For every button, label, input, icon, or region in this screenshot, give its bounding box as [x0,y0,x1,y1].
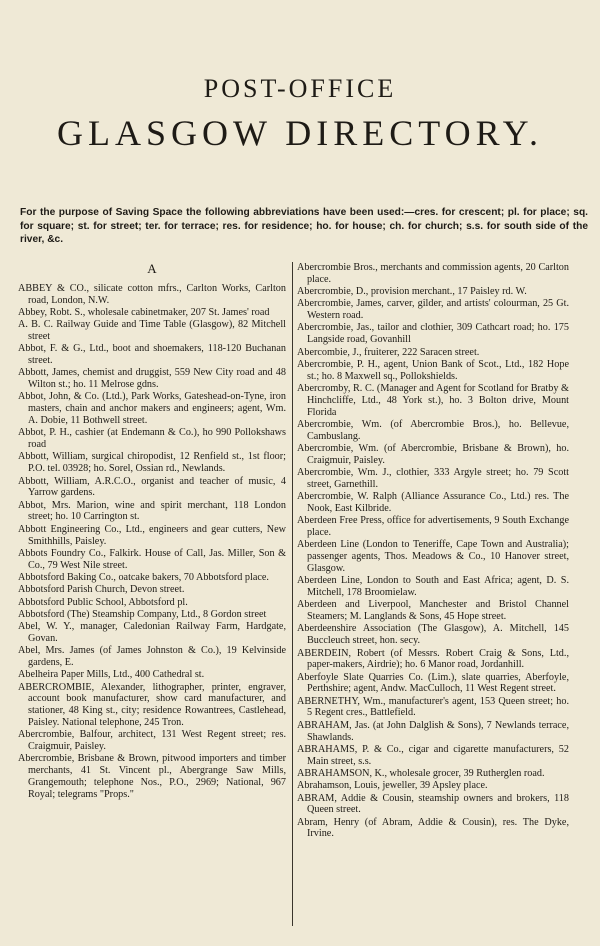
directory-entry: Abercrombie, Wm. (of Abercrombie Bros.), ho. Bellevue, Cambuslang. [297,418,569,442]
left-entries-list [18,283,286,801]
directory-entry: Abercrombie, Jas., tailor and clothier, 309 Cathcart road; ho. 175 Langside road, Govanhill [297,322,569,346]
page-title-line2: GLASGOW DIRECTORY. [56,113,544,153]
directory-entry: ABRAHAMS, P. & Co., cigar and cigarette manufacturers, 52 Main street, s.s. [297,743,569,767]
directory-entry: Abelheira Paper Mills, Ltd., 400 Cathedral st. [18,669,205,681]
directory-entry: Abbott, William, surgical chiropodist, 12 Renfield st., 1st floor; P.O. tel. 03928; ho. Sorel, Ossian rd., Newlands. [18,451,286,475]
directory-entry: ABERNETHY, Wm., manufacturer's agent, 153 Queen street; ho. 5 Regent cres., Battlefield. [297,695,569,719]
directory-entry: Abercrombie, W. Ralph (Alliance Assurance Co., Ltd.) res. The Nook, East Kilbride. [297,491,569,514]
directory-entry: ABBEY & CO., silicate cotton mfrs., Carlton Works, Carlton road, London, N.W. [18,282,286,306]
directory-entry: Abercrombie, Wm. J., clothier, 333 Argyle street; ho. 79 Scott street, Garnethill. [297,467,569,490]
directory-entry: Aberdeen and Liverpool, Manchester and Bristol Channel Steamers; M. Langlands & Sons, 45 Hope street. [297,599,569,623]
directory-entry: Abbot, Mrs. Marion, wine and spirit merchant, 118 London street; ho. 10 Carrington st. [18,499,286,523]
directory-entry: Abercrombie, James, carver, gilder, and artists' colourman, 25 Gt. Western road. [297,298,569,322]
directory-entry: Abbey, Robt. S., wholesale cabinetmaker, 207 St. James' road [18,306,270,318]
directory-entry: ABERDEIN, Robert (of Messrs. Robert Craig & Sons, Ltd., paper-makers, Airdrie); ho. 6 Manor road, Jordanhill. [297,647,569,671]
directory-entry: Aberdeenshire Association (The Glasgow), A. Mitchell, 145 Buccleuch street, hon. secy. [297,623,569,647]
directory-entry: Abbott, James, chemist and druggist, 559 New City road and 48 Wilton st.; ho. 11 Melrose gdns. [18,367,286,391]
directory-entry: Abbott Engineering Co., Ltd., engineers and gear cutters, New Smithhills, Paisley. [18,523,286,547]
directory-entry: ABERCROMBIE, Alexander, lithographer, printer, engraver, account book manufacturer, show card manufacturer, and stationer, 48 King st., city; residence Rowantrees, Castlehead, Paisley. National telephone, 245 Tron. [18,681,286,728]
directory-entry: Abel, Mrs. James (of James Johnston & Co.), 19 Kelvinside gardens, E. [18,645,286,668]
directory-entry: Aberdeen Line (London to Teneriffe, Cape Town and Australia); passenger agents, Thos. Meadows & Co., 10 Hanover street, Glasgow. [297,539,569,574]
directory-entry: Abbotsford Public School, Abbotsford pl. [18,596,188,608]
directory-entry: Abercrombie, P. H., agent, Union Bank of Scot., Ltd., 182 Hope st.; ho. 8 Maxwell sq., Pollokshields. [297,358,569,382]
directory-entry: Abel, W. Y., manager, Caledonian Railway Farm, Hardgate, Govan. [18,621,286,644]
directory-entry: Abbotsford Baking Co., oatcake bakers, 70 Abbotsford place. [18,571,269,583]
page-title-line1: POST-OFFICE [203,74,397,103]
directory-entry: Aberdeen Free Press, office for advertisements, 9 South Exchange place. [297,515,569,539]
directory-entry: Abbotsford (The) Steamship Company, Ltd., 8 Gordon street [18,608,267,620]
abbreviations-note: For the purpose of Saving Space the following abbreviations have been used:—cres. for crescent; pl. for place; sq. for square; st. for street; ter. for terrace; res. for residence; ho. for house; ch. for church; s.s. for south side of the river, &c. [20,207,588,246]
directory-entry: Abbott, William, A.R.C.O., organist and teacher of music, 4 Yarrow gardens. [18,475,286,499]
directory-entry: Aberdeen Line, London to South and East Africa; agent, D. S. Mitchell, 178 Broomielaw. [297,575,569,599]
directory-entry: Abercrombie, Brisbane & Brown, pitwood importers and timber merchants, 41 St. Vincent pl., Abergrange Saw Mills, Grangemouth; telephone Nos., P.O., 2969; National, 967 Royal; telegrams "Props." [18,753,286,800]
right-column [297,262,569,841]
directory-entry: Abbot, John, & Co. (Ltd.), Park Works, Gateshead-on-Tyne, iron masters, chain and anchor makers and engineers; agent, Wm. A. Dobie, 11 Bothwell street. [18,391,286,427]
directory-entry: ABRAHAMSON, K., wholesale grocer, 39 Rutherglen road. [297,767,545,779]
directory-entry: Abram, Henry (of Abram, Addie & Cousin), res. The Dyke, Irvine. [297,816,569,840]
directory-entry: ABRAHAM, Jas. (at John Dalglish & Sons), 7 Newlands terrace, Shawlands. [297,719,569,743]
right-entries-list [297,262,569,840]
directory-entry: Abbotsford Parish Church, Devon street. [18,584,185,596]
directory-entry: Aberfoyle Slate Quarries Co. (Lim.), slate quarries, Aberfoyle, Perthshire; agent, Andw. MacCulloch, 11 West Regent street. [297,671,569,695]
directory-entry: Abbots Foundry Co., Falkirk. House of Call, Jas. Miller, Son & Co., 79 West Nile street. [18,547,286,571]
directory-entry: Abbot, F. & G., Ltd., boot and shoemakers, 118-120 Buchanan street. [18,343,286,367]
directory-entry: ABRAM, Addie & Cousin, steamship owners and brokers, 118 Queen street. [297,792,569,816]
directory-entry: Abrahamson, Louis, jeweller, 39 Apsley place. [297,780,488,792]
section-letter: A [147,261,157,276]
column-divider [292,262,293,926]
directory-entry: Abbot, P. H., cashier (at Endemann & Co.), ho 990 Pollokshaws road [18,427,286,451]
directory-entry: Abercrombie Bros., merchants and commission agents, 20 Carlton place. [297,262,569,285]
directory-entry: A. B. C. Railway Guide and Time Table (Glasgow), 82 Mitchell street [18,319,286,342]
directory-entry: Abercromby, R. C. (Manager and Agent for Scotland for Bratby & Hinchcliffe, Ltd., 48 York st.), ho. 3 Bolton drive, Mount Florida [297,382,569,418]
directory-entry: Abercrombie, D., provision merchant., 17 Paisley rd. W. [297,286,527,298]
directory-entry: Abercombie, J., fruiterer, 222 Saracen street. [297,346,480,358]
left-column [18,262,286,801]
directory-entry: Abercrombie, Balfour, architect, 131 West Regent street; res. Craigmuir, Paisley. [18,729,286,753]
directory-entry: Abercrombie, Wm. (of Abercrombie, Brisbane & Brown), ho. Craigmuir, Paisley. [297,442,569,466]
